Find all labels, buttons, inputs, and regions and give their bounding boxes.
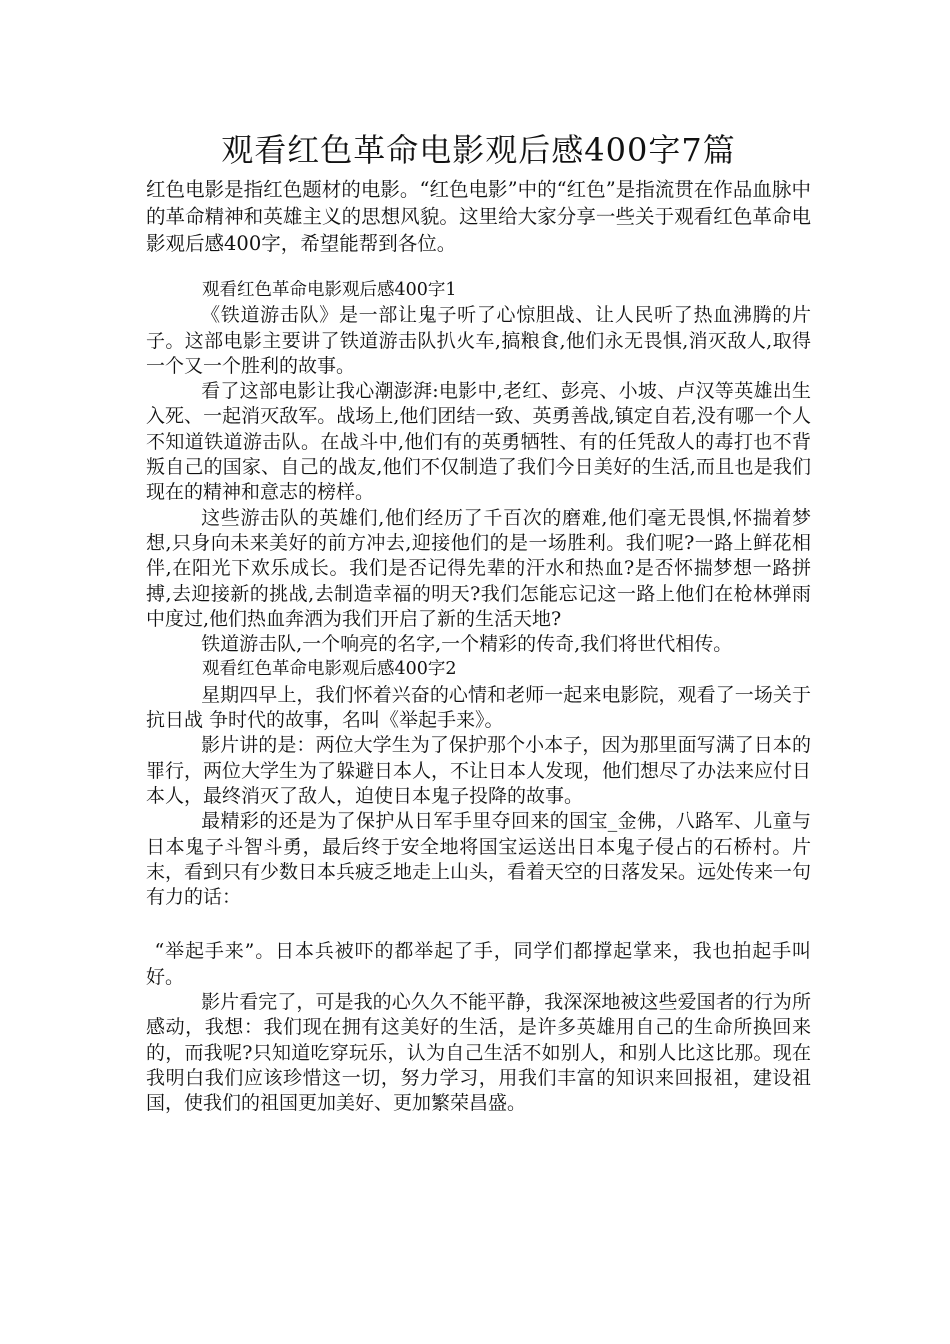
intro-paragraph: 红色电影是指红色题材的电影。“红色电影”中的“红色”是指流贯在作品血脉中的革命精神和英雄主义的思想风貌。这里给大家分享一些关于观看红色革命电影观后感400字，希望能帮到各位。 <box>146 178 811 255</box>
spacer <box>146 257 811 278</box>
body-paragraph: 看了这部电影让我心潮澎湃:电影中,老红、彭亮、小坡、卢汉等英雄出生入死、一起消灭敌军。战场上,他们团结一致、英勇善战,镇定自若,没有哪一个人不知道铁道游击队。在战斗中,他们有的英勇牺牲、有的任凭敌人的毒打也不背叛自己的国家、自己的战友,他们不仅制造了我们今日美好的生活,而且也是我们现在的精神和意志的榜样。 <box>146 380 811 504</box>
body-paragraph: 影片看完了，可是我的心久久不能平静，我深深地被这些爱国者的行为所感动，我想：我们现在拥有这美好的生活，是许多英雄用自己的生命所换回来的，而我呢?只知道吃穿玩乐，认为自己生活不如别人，和别人比这比那。现在我明白我们应该珍惜这一切，努力学习，用我们丰富的知识来回报祖，建设祖国，使我们的祖国更加美好、更加繁荣昌盛。 <box>146 991 811 1115</box>
body-paragraph: 铁道游击队,一个响亮的名字,一个精彩的传奇,我们将世代相传。 <box>201 633 733 656</box>
section-heading-2: 观看红色革命电影观后感400字2 <box>202 659 457 680</box>
document-title: 观看红色革命电影观后感400字7篇 <box>221 131 736 169</box>
body-paragraph: 这些游击队的英雄们,他们经历了千百次的磨难,他们毫无畏惧,怀揣着梦想,只身向未来美好的前方冲去,迎接他们的是一场胜利。我们呢?一路上鲜花相伴,在阳光下欢乐成长。我们是否记得先辈的汗水和热血?是否怀揣梦想一路拼搏,去迎接新的挑战,去制造幸福的明天?我们怎能忘记这一路上他们在枪林弹雨中度过,他们热血奔洒为我们开启了新的生活天地? <box>146 506 811 630</box>
body-paragraph: 《铁道游击队》是一部让鬼子听了心惊胆战、让人民听了热血沸腾的片子。这部电影主要讲了铁道游击队扒火车,搞粮食,他们永无畏惧,消灭敌人,取得一个又一个胜利的故事。 <box>146 304 811 377</box>
body-paragraph: 影片讲的是：两位大学生为了保护那个小本子，因为那里面写满了日本的罪行，两位大学生为了躲避日本人，不让日本人发现，他们想尽了办法来应付日本人，最终消灭了敌人，迫使日本鬼子投降的故事。 <box>146 734 812 807</box>
body-paragraph: 最精彩的还是为了保护从日军手里夺回来的国宝_金佛，八路军、儿童与日本鬼子斗智斗勇，最后终于安全地将国宝运送出日本鬼子侵占的石桥村。片末，看到只有少数日本兵疲乏地走上山头，看着天空的日落发呆。远处传来一句有力的话： <box>146 810 812 909</box>
body-paragraph: 星期四早上，我们怀着兴奋的心情和老师一起来电影院，观看了一场关于抗日战 争时代的故事，名叫《举起手来》。 <box>146 683 811 732</box>
document-page <box>146 128 811 1117</box>
body-paragraph: “举起手来”。日本兵被吓的都举起了手，同学们都撑起掌来，我也拍起手叫好。 <box>146 940 811 988</box>
spacer <box>146 910 811 939</box>
section-heading-1: 观看红色革命电影观后感400字1 <box>202 280 457 300</box>
